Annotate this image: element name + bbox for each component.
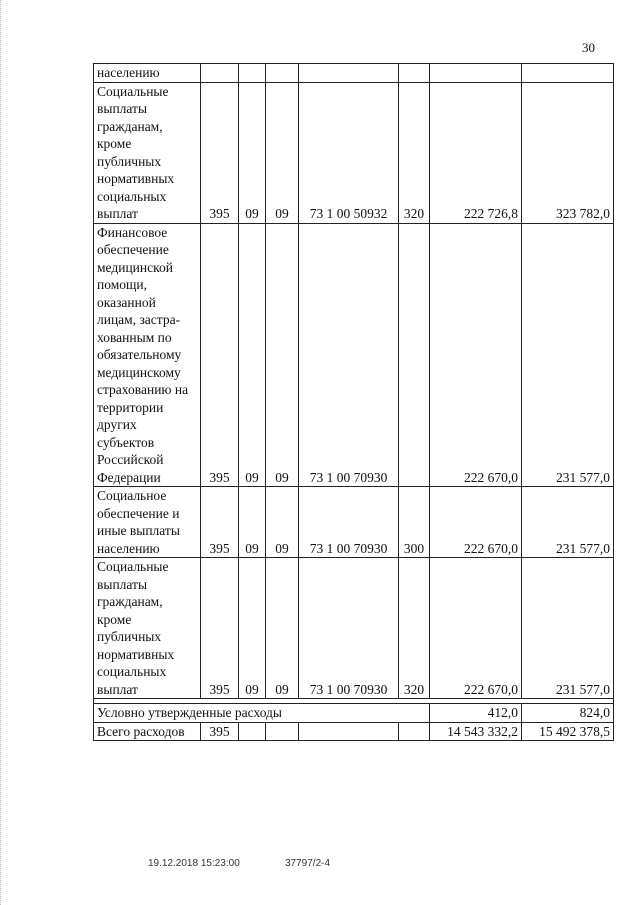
row-rz [239,64,266,83]
table-row [94,223,614,487]
total-pr [266,722,299,741]
total-label: Всего расходов [94,722,201,741]
row-name: Социальное обеспечение и иные выплаты населению [94,487,201,558]
page-number: 30 [582,40,595,55]
row-sum-1: 222 670,0 [430,487,522,558]
conditional-expenses-row [94,704,614,723]
row-vr [399,64,430,83]
row-sum-1: 222 670,0 [430,558,522,699]
row-vr: 320 [399,558,430,699]
row-ved: 395 [201,82,239,223]
row-vr: 300 [399,487,430,558]
row-ved [201,64,239,83]
row-csr: 73 1 00 70930 [299,558,399,699]
footer-timestamp: 19.12.2018 15:23:00 [148,858,240,869]
table-row [94,64,614,83]
row-pr: 09 [266,223,299,487]
row-pr: 09 [266,558,299,699]
row-ved: 395 [201,223,239,487]
row-pr [266,64,299,83]
total-sum-2: 15 492 378,5 [522,722,614,741]
row-csr [299,64,399,83]
row-pr: 09 [266,82,299,223]
row-rz: 09 [239,82,266,223]
row-sum-2: 323 782,0 [522,82,614,223]
row-vr: 320 [399,82,430,223]
row-sum-1 [430,64,522,83]
row-csr: 73 1 00 70930 [299,487,399,558]
row-rz: 09 [239,558,266,699]
total-rz [239,722,266,741]
row-sum-2: 231 577,0 [522,223,614,487]
row-ved: 395 [201,558,239,699]
table-row [94,558,614,699]
row-csr: 73 1 00 70930 [299,223,399,487]
conditional-sum-2: 824,0 [522,704,614,723]
row-name: населению [94,64,201,83]
total-csr [299,722,399,741]
footer-doc-id: 37797/2-4 [285,858,331,869]
conditional-expenses-label: Условно утвержденные расходы [94,704,430,723]
row-sum-2: 231 577,0 [522,558,614,699]
row-sum-2 [522,64,614,83]
row-sum-1: 222 670,0 [430,223,522,487]
row-rz: 09 [239,487,266,558]
total-vr [399,722,430,741]
row-pr: 09 [266,487,299,558]
row-csr: 73 1 00 50932 [299,82,399,223]
row-vr [399,223,430,487]
conditional-sum-1: 412,0 [430,704,522,723]
table-row [94,82,614,223]
table-row [94,487,614,558]
scan-edge [0,0,5,905]
row-name: Финансовое обеспечение медицинской помощи, оказанной лицам, застра-хованным по обязательному медицинскому страхованию на территории других субъектов Российской Федерации [94,223,201,487]
row-name: Социальные выплаты гражданам, кроме публичных нормативных социальных выплат [94,558,201,699]
total-row [94,722,614,741]
budget-table [93,63,614,741]
row-ved: 395 [201,487,239,558]
row-rz: 09 [239,223,266,487]
row-sum-1: 222 726,8 [430,82,522,223]
total-sum-1: 14 543 332,2 [430,722,522,741]
row-name: Социальные выплаты гражданам, кроме публичных нормативных социальных выплат [94,82,201,223]
total-ved: 395 [201,722,239,741]
row-sum-2: 231 577,0 [522,487,614,558]
